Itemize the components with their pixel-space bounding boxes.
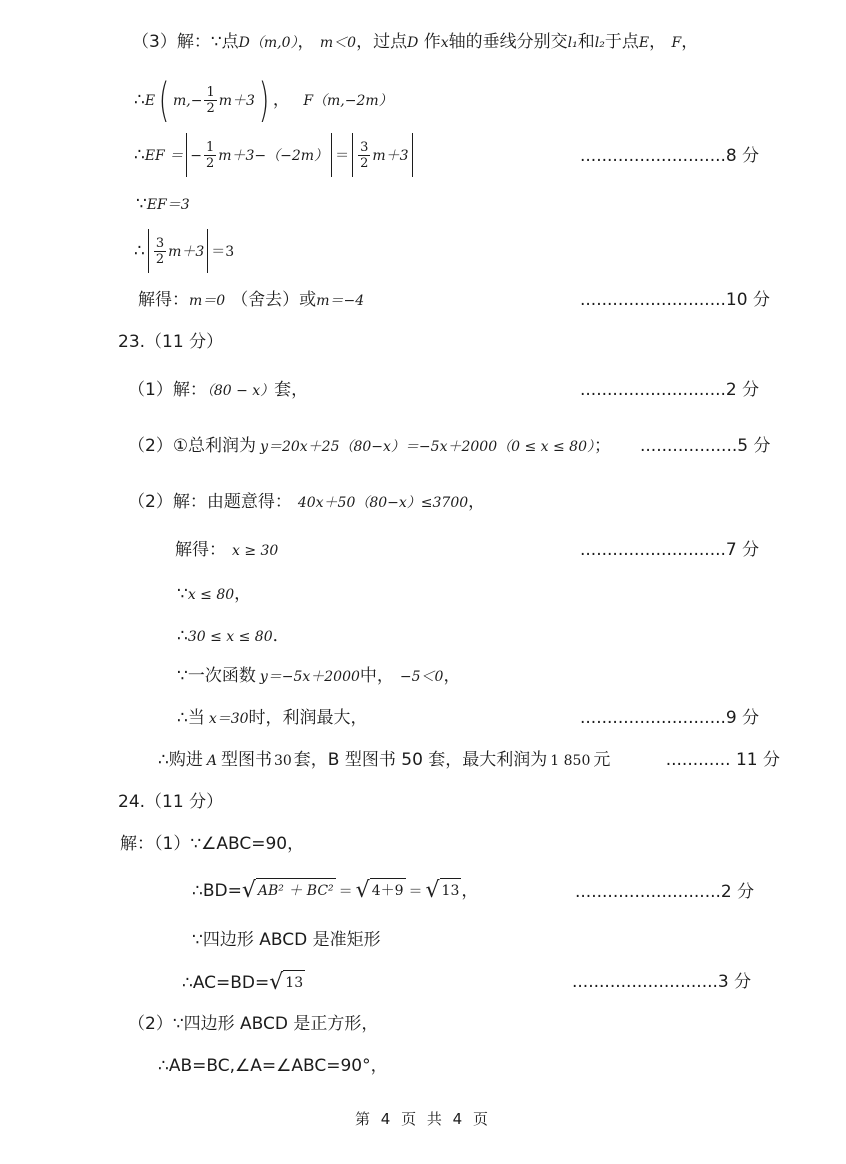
score-9: ...........................9 分	[580, 708, 760, 728]
question-23-heading: 23.（11 分）	[118, 332, 224, 352]
line-18: ∵四边形 ABCD 是准矩形	[192, 930, 381, 950]
sqrt-4-9: √ 4＋9	[355, 878, 404, 903]
question-24-heading: 24.（11 分）	[118, 792, 224, 812]
score-7: ...........................7 分	[580, 540, 760, 560]
line-3: ∴EF ＝ − $\frac{1}{2}$ m＋3−（−2m） ＝ $\frac{3}{2}$ m＋3	[134, 132, 416, 179]
line-4: ∵EF＝3	[136, 194, 190, 214]
score-10: ...........................10 分	[580, 290, 770, 310]
line-6: 解得：m＝0 （舍去）或m＝−4	[138, 290, 365, 310]
score-8: ...........................8 分	[580, 146, 760, 166]
line-20: （2）∵四边形 ABCD 是正方形，	[128, 1014, 379, 1034]
line-17: ∴BD= √ AB² ＋ BC² ＝ √ 4＋9 ＝ √ 13 ，	[192, 878, 479, 903]
line-5: ∴ $\frac{3}{2}$ m＋3 ＝3	[134, 228, 234, 275]
line-2: ∴E( m,− $\frac{1}{2}$ m＋3) ， F（m,−2m）	[134, 73, 393, 127]
score-11: ............ 11 分	[665, 750, 780, 770]
line-7: （1）解：（80 − x）套，	[128, 380, 309, 400]
line-14: ∴当 x＝30时，利润最大，	[177, 708, 368, 728]
sqrt-13: √ 13	[425, 878, 460, 903]
line-10: 解得： x ≥ 30	[175, 540, 279, 560]
line-1: （3）解：∵点D（m,0）， m＜0，过点D 作x轴的垂线分别交l₁和l₂于点E， F，	[132, 32, 699, 52]
page-footer: 第 4 页 共 4 页	[355, 1110, 491, 1128]
score-2: ...........................2 分	[580, 380, 760, 400]
line-9: （2）解：由题意得： 40x＋50（80−x）≤3700，	[128, 492, 486, 512]
fraction: $\frac{1}{2}$	[205, 139, 215, 171]
line-11: ∵x ≤ 80，	[177, 584, 252, 604]
score-3: ...........................3 分	[572, 972, 752, 992]
fraction: $\frac{3}{2}$	[155, 235, 165, 267]
line-16: 解：（1）∵∠ABC=90，	[120, 834, 305, 854]
line-8: （2）①总利润为 y＝20x＋25（80−x）＝−5x＋2000（0 ≤ x ≤ 80）；	[128, 436, 611, 456]
line-13: ∵一次函数 y＝−5x＋2000中， −5＜0，	[177, 666, 461, 686]
line-12: ∴30 ≤ x ≤ 80．	[177, 626, 290, 646]
score-5: ..................5 分	[640, 436, 771, 456]
line-19: ∴AC=BD= √ 13	[182, 970, 304, 995]
sqrt-13b: √ 13	[269, 970, 304, 995]
line-21: ∴AB=BC,∠A=∠ABC=90°，	[158, 1056, 388, 1076]
line-15: ∴购进 A 型图书 30 套，B 型图书 50 套，最大利润为 1 850 元	[158, 750, 611, 770]
sqrt-ab2-bc2: √ AB² ＋ BC²	[241, 878, 334, 903]
fraction: $\frac{1}{2}$	[206, 84, 215, 116]
fraction: $\frac{3}{2}$	[360, 139, 369, 171]
score-2b: ...........................2 分	[575, 882, 755, 902]
